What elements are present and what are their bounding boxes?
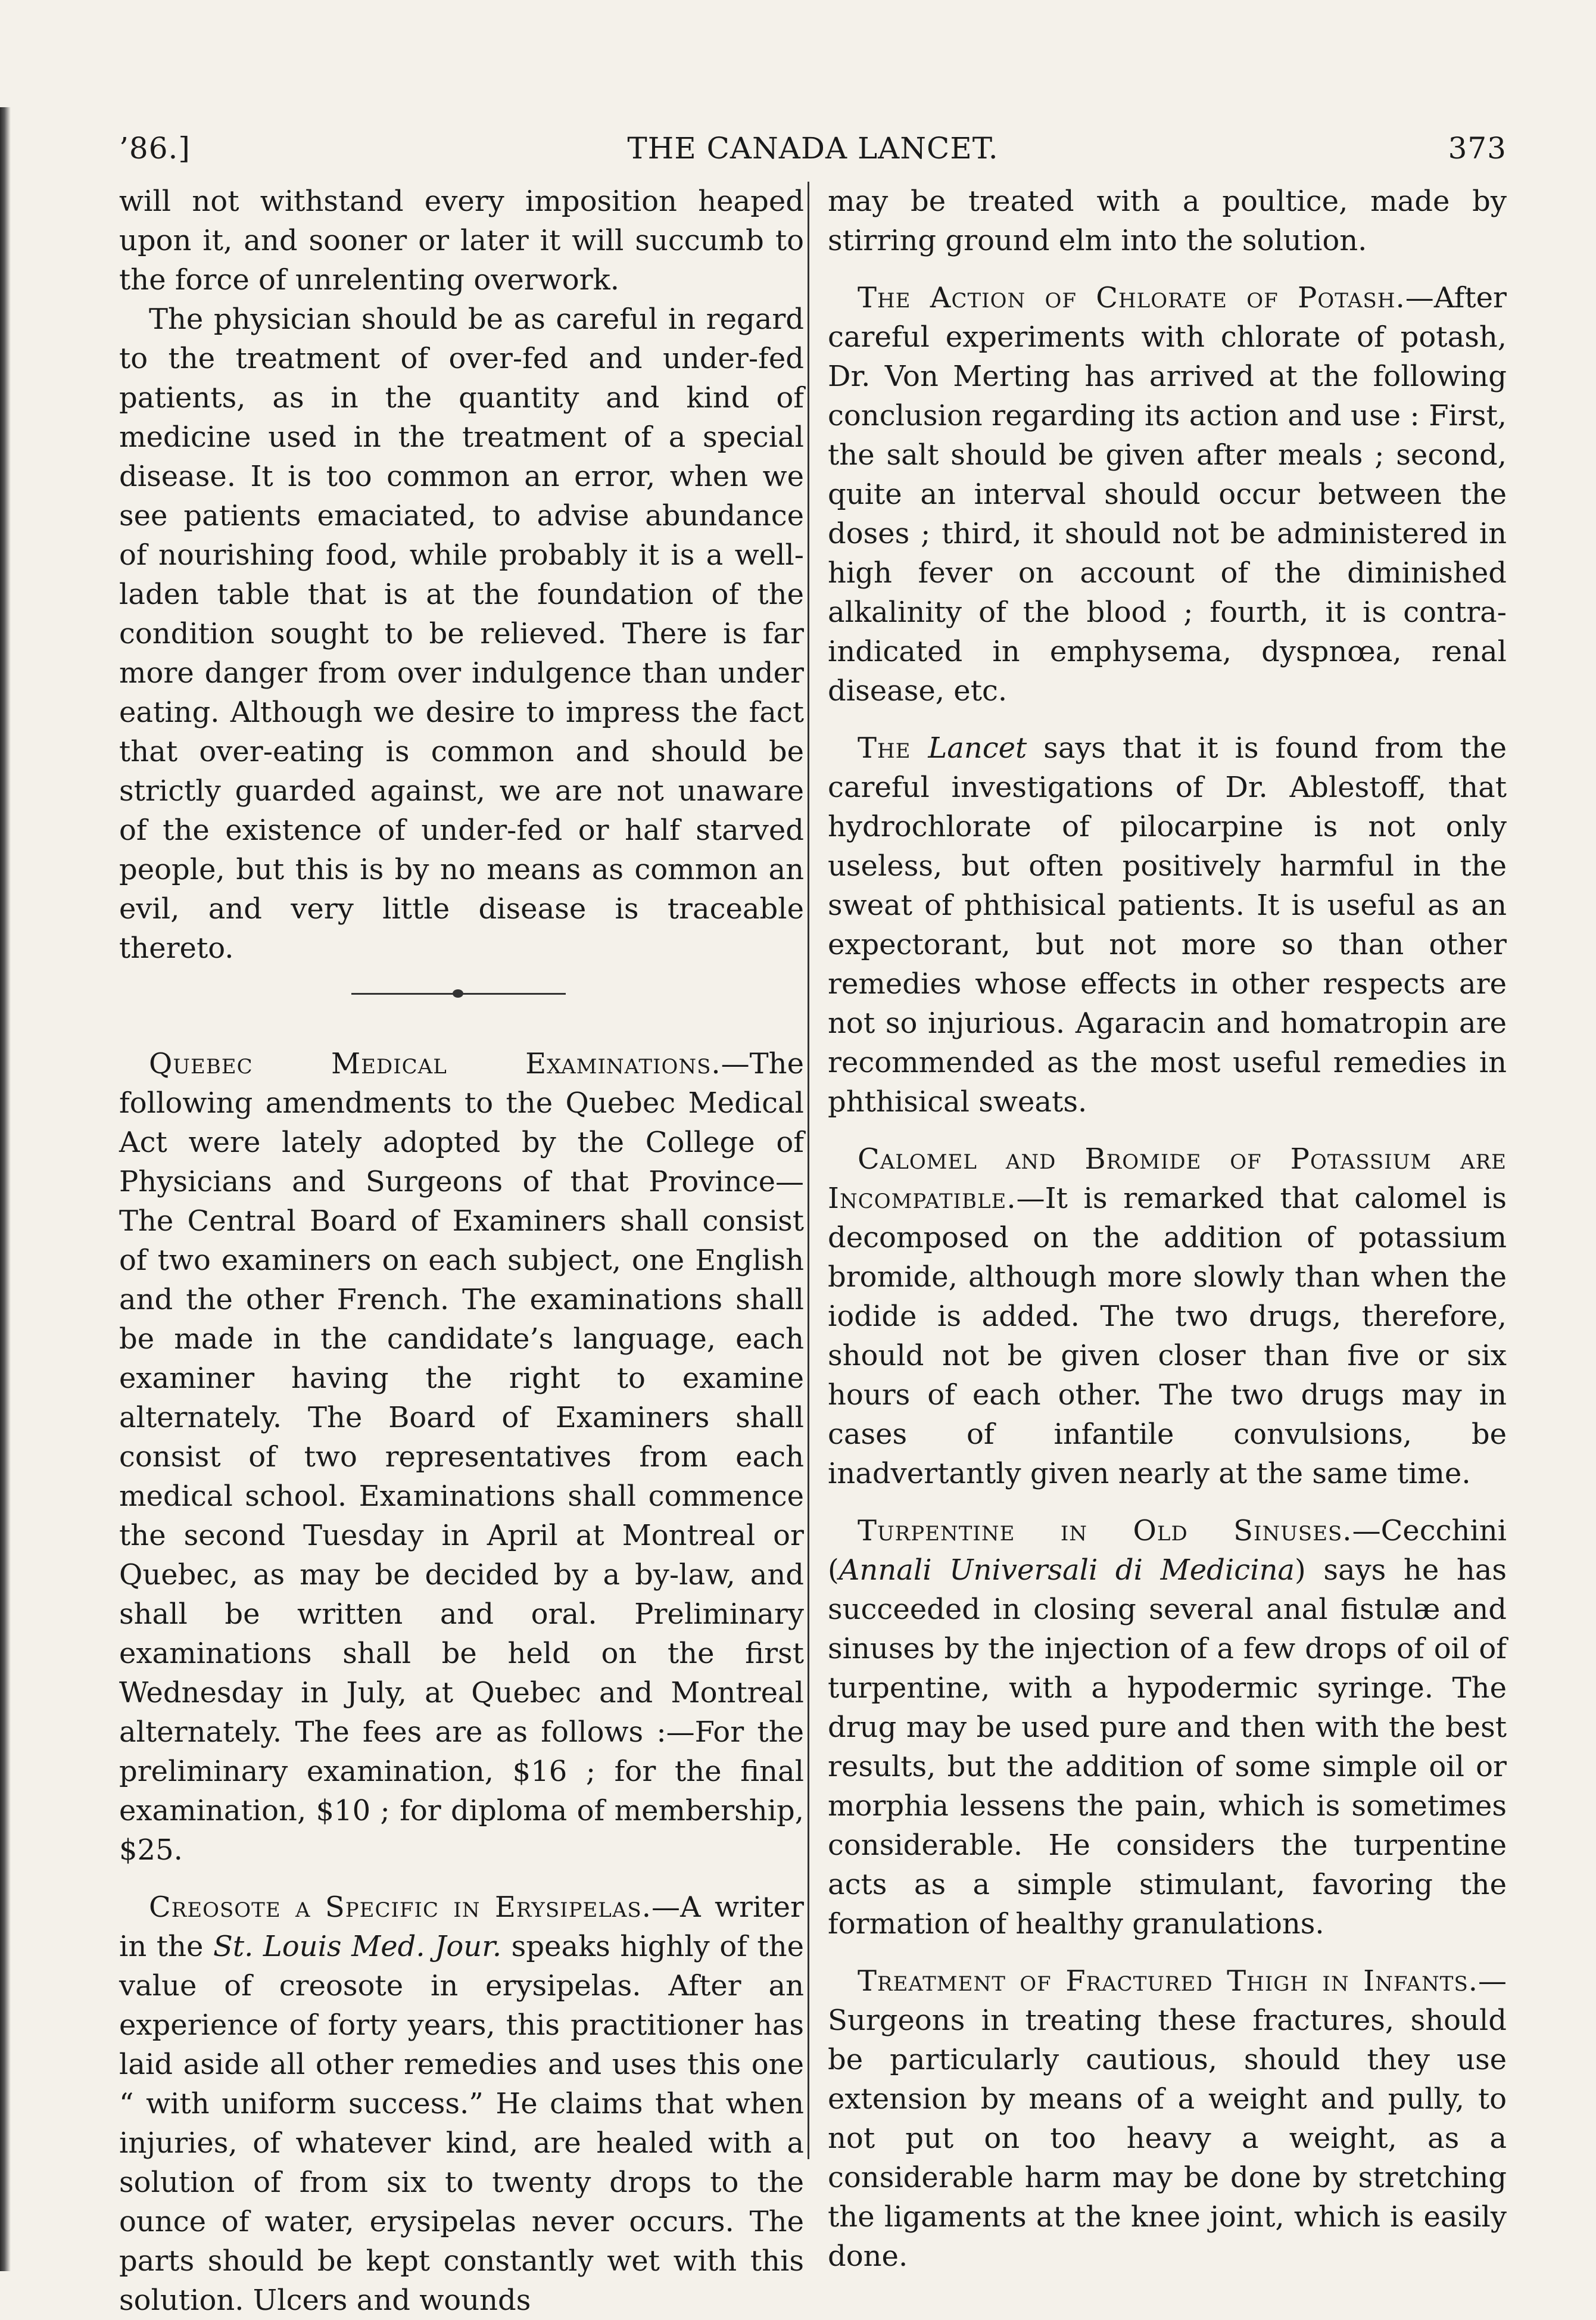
- body-thigh: —Surgeons in treating these fractures, should be particularly cautious, should they use extension by means of a weight and pully, to not put on too heavy a weight, as a considerable harm may be done by stretching the ligaments at the knee joint, which is easily done.: [828, 1964, 1507, 2273]
- journal-name-stlouis: St. Louis Med. Jour.: [213, 1930, 502, 1963]
- journal-name-annali: Annali Universali di Medicina: [838, 1553, 1295, 1587]
- heading-chlorate: The Action of Chlorate of Potash.: [858, 281, 1405, 314]
- body-turpentine-a: —Cecchini (: [828, 1514, 1507, 1587]
- page-number: 373: [1448, 131, 1507, 166]
- binding-shadow: [0, 107, 11, 2271]
- body-turpentine-b: ) says he has succeeded in closing several anal fistulæ and sinuses by the injection of a few drops of oil of turpentine, with a hypodermic syringe. The drug may be used pure and then with the best results, but the addition of some simple oil or morphia lessens the pain, which is sometimes considerable. He considers the turpentine acts as a simple stimulant, favoring the formation of healthy granulations.: [828, 1553, 1507, 1941]
- body-creosote-a: —A writer in the: [119, 1891, 804, 1963]
- header-year: ’86.]: [119, 131, 191, 166]
- section-divider-ornament: [119, 968, 804, 1007]
- body-creosote-b: speaks highly of the value of creosote in erysipelas. After an experience of forty years, this practitioner has laid aside all other remedies and uses this one “ with uniform success.” He claims that when injuries, of whatever kind, are healed with a solution of from six to twenty drops to the ounce of water, erysipelas never occurs. The parts should be kept constantly wet with this solution. Ulcers and wounds: [119, 1930, 805, 2317]
- paragraph-physician: The physician should be as careful in regard to the treatment of over-fed and under-fed patients, as in the quantity and kind of medicine used in the treatment of a special disease. It is too common an error, when we see patients emaciated, to advise abundance of nourishing food, while probably it is a well-laden table that is at the foundation of the condition sought to be relieved. There is far more danger from over indulgence than under eating. Although we desire to impress the fact that over-eating is common and should be strictly guarded against, we are not unaware of the existence of under-fed or half starved people, but this is by no means as common an evil, and very little disease is traceable thereto.: [119, 303, 804, 965]
- body-quebec: —The following amendments to the Quebec Medical Act were lately adopted by the College of Physicians and Surgeons of that Province—The Central Board of Examiners shall consist of two examiners on each subject, one English and the other French. The examinations shall be made in the candidate’s language, each examiner having the right to examine alternately. The Board of Examiners shall consist of two representatives from each medical school. Examinations shall commence the second Tuesday in April at Montreal or Quebec, as may be decided by a by-law, and shall be written and oral. Preliminary examinations shall be held on the first Wednesday in July, at Quebec and Montreal alternately. The fees are as follows :—For the preliminary examination, $16 ; for the final examination, $10 ; for diploma of membership, $25.: [119, 1047, 804, 1867]
- column-divider: [808, 182, 809, 2159]
- heading-thigh: Treatment of Fractured Thigh in Infants.: [858, 1964, 1478, 1998]
- continued-paragraph: will not withstand every imposition heaped upon it, and sooner or later it will succumb to the force of unrelenting overwork.: [119, 185, 804, 297]
- article-lancet: [828, 728, 1507, 1122]
- lancet-the: The: [858, 731, 928, 765]
- article-quebec: [119, 1044, 804, 1870]
- running-header: [119, 125, 1507, 179]
- journal-name-lancet: Lancet: [928, 731, 1027, 765]
- heading-quebec: Quebec Medical Examinations.: [149, 1047, 721, 1080]
- right-column: [828, 182, 1507, 2276]
- left-column: [119, 182, 804, 2320]
- body-calomel: —It is remarked that calomel is decomposed on the addition of potassium bromide, although more slowly than when the iodide is added. The two drugs, therefore, should not be given closer than five or six hours of each other. The two drugs may in cases of infantile convulsions, be inadvertantly given nearly at the same time.: [828, 1182, 1507, 1490]
- heading-turpentine: Turpentine in Old Sinuses.: [858, 1514, 1352, 1547]
- article-thigh: [828, 1961, 1507, 2276]
- article-chlorate: [828, 278, 1507, 711]
- body-chlorate: —After careful experiments with chlorate of potash, Dr. Von Merting has arrived at the following conclusion regarding its action and use : First, the salt should be given after meals ; second, quite an interval should occur between the doses ; third, it should not be administered in high fever on account of the diminished alkalinity of the blood ; fourth, it is contra-indicated in emphysema, dyspnœa, renal disease, etc.: [828, 281, 1507, 708]
- body-lancet: says that it is found from the careful investigations of Dr. Ablestoff, that hydrochlorate of pilocarpine is not only useless, but often positively harmful in the sweat of phthisical patients. It is useful as an expectorant, but not more so than other remedies whose effects in other respects are not so injurious. Agaracin and homatropin are recommended as the most useful remedies in phthisical sweats.: [828, 731, 1507, 1119]
- article-calomel: [828, 1139, 1507, 1493]
- journal-title: THE CANADA LANCET.: [627, 131, 999, 166]
- article-turpentine: [828, 1511, 1507, 1944]
- article-creosote: [119, 1888, 804, 2320]
- continued-paragraph-right: may be treated with a poultice, made by stirring ground elm into the solution.: [828, 185, 1507, 257]
- heading-creosote: Creosote a Specific in Erysipelas.: [149, 1891, 652, 1924]
- heading-calomel: Calomel and Bromide of Potassium are Incompatible.: [828, 1142, 1507, 1215]
